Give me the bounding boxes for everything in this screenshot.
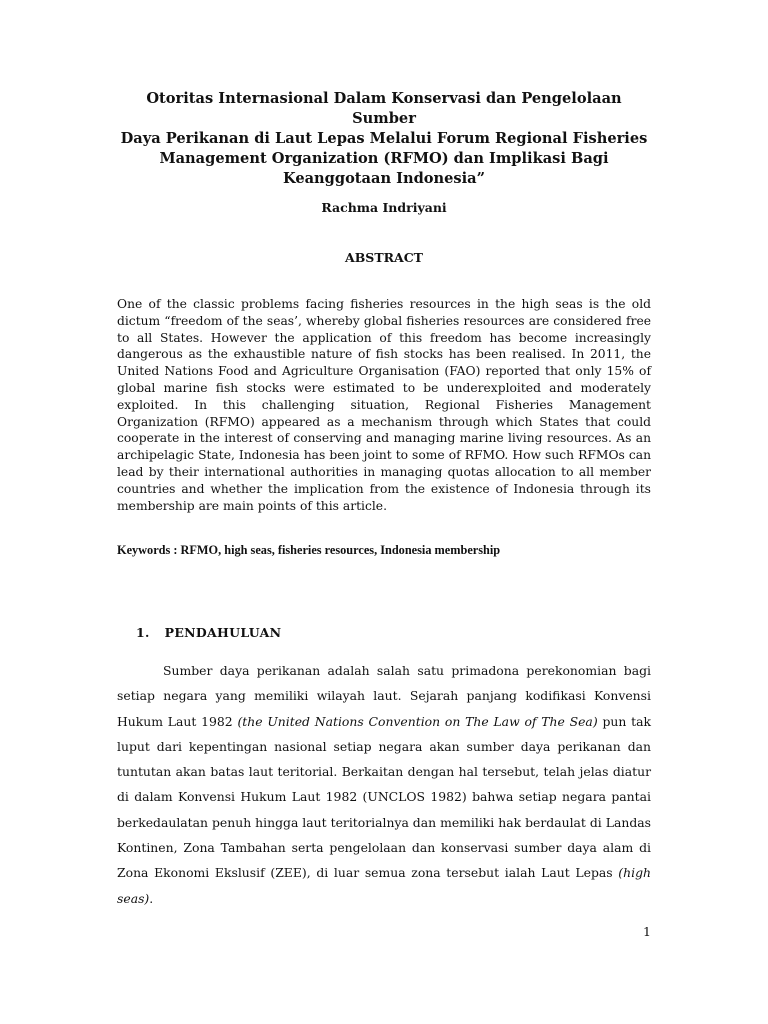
paragraph-italic-text: (the United Nations Convention on The Law of The Sea) — [237, 713, 598, 729]
abstract-heading: ABSTRACT — [345, 250, 423, 265]
keywords-line: Keywords : RFMO, high seas, fisheries resources, Indonesia membership — [117, 543, 501, 557]
abstract-body: One of the classic problems facing fisheries resources in the high seas is the old dictum “freedom of the seas’, whereby global fisheries resources are considered free to all States. However the application of this freedom has become increasingly dangerous as the exhaustible nature of fish stocks has been realised. In 2011, the United Nations Food and Agriculture Organisation (FAO) reported that only 15% of global marine fish stocks were estimated to be underexploited and moderately exploited. In this challenging situation, Regional Fisheries Management Organization (RFMO) appeared as a mechanism through which States that could cooperate in the interest of conserving and managing marine living resources. As an archipelagic State, Indonesia has been joint to some of RFMO. How such RFMOs can lead by their international authorities in managing quotas allocation to all member countries and whether the implication from the existence of Indonesia through its membership are main points of this article. — [117, 297, 651, 513]
paragraph-text: pun tak luput dari kepentingan nasional setiap negara akan sumber daya perikanan dan tuntutan akan batas laut teritorial. Berkaitan dengan hal tersebut, telah jelas diatur di dalam Konvensi Hukum Laut 1982 (UNCLOS 1982) bahwa setiap negara pantai berkedaulatan penuh hingga laut teritorialnya dan memiliki hak berdaulat di Landas Kontinen, Zona Tambahan serta pengelolaan dan konservasi sumber daya alam di Zona Ekonomi Ekslusif (ZEE), di luar semua zona tersebut ialah Laut Lepas — [117, 713, 651, 881]
title-line: Otoritas Internasional Dalam Konservasi dan Pengelolaan Sumber — [146, 90, 622, 127]
paragraph-italic-text: (high seas) — [117, 865, 651, 906]
section-title: PENDAHULUAN — [164, 625, 282, 640]
title-line: Keanggotaan Indonesia” — [282, 170, 486, 187]
body-paragraph — [117, 658, 651, 911]
paragraph-text: Sumber daya perikanan adalah salah satu primadona perekonomian bagi setiap negara yang memiliki wilayah laut. Sejarah panjang kodifikasi Konvensi Hukum Laut 1982 — [117, 663, 651, 729]
section-heading — [136, 624, 281, 642]
title-line: Daya Perikanan di Laut Lepas Melalui Forum Regional Fisheries — [120, 130, 648, 147]
paragraph-text: . — [149, 890, 154, 906]
page-number: 1 — [643, 924, 651, 939]
paper-title — [117, 89, 651, 189]
title-line: Management Organization (RFMO) dan Implikasi Bagi — [159, 150, 609, 167]
section-number: 1. — [136, 625, 150, 640]
author-name: Rachma Indriyani — [321, 200, 447, 215]
